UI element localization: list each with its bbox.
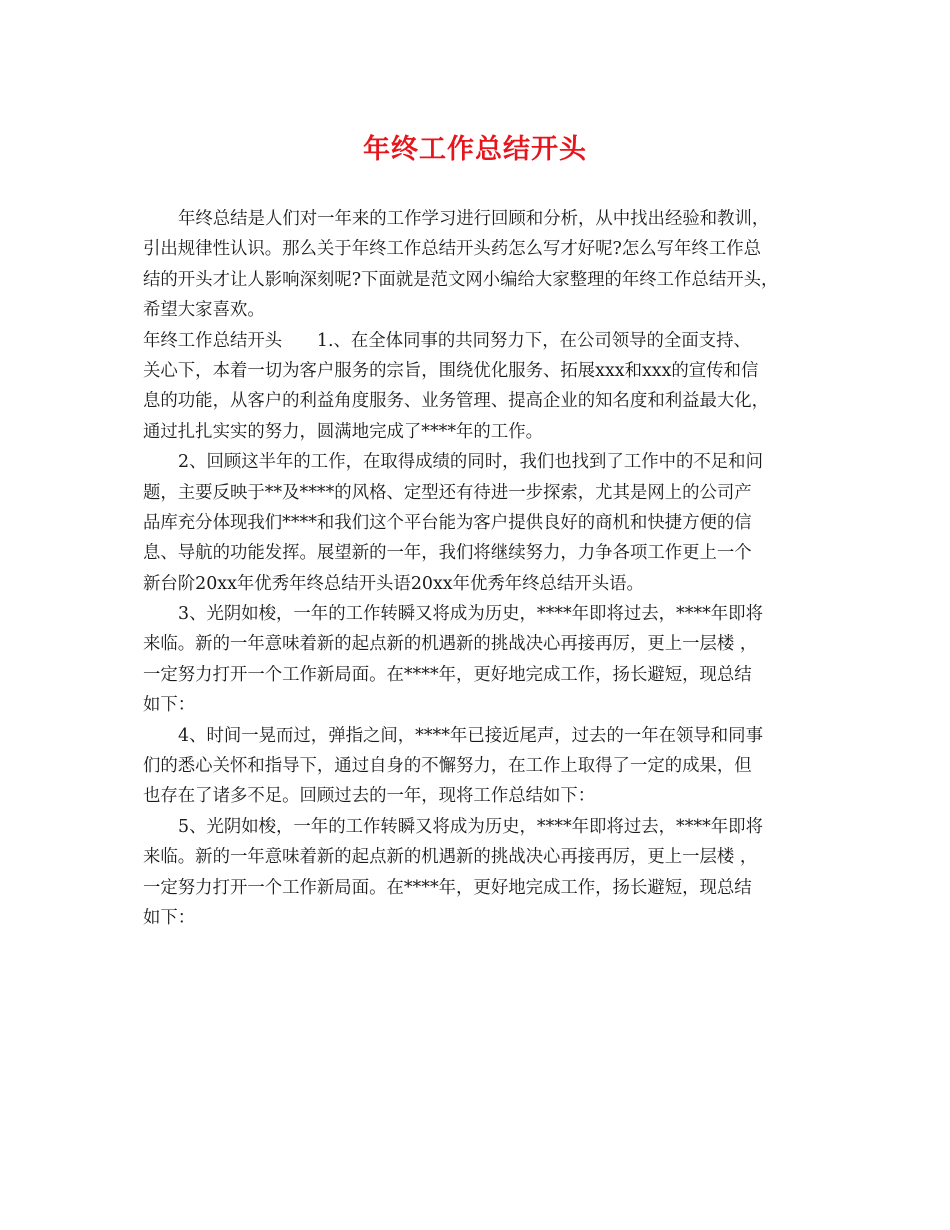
body-line: 也存在了诸多不足。回顾过去的一年，现将工作总结如下：: [143, 786, 596, 807]
document-title: 年终工作总结开头: [363, 134, 587, 165]
body-line: 一定努力打开一个工作新局面。在****年，更好地完成工作，扬长避短，现总结: [143, 877, 752, 898]
body-line: 年终工作总结开头 1.、在全体同事的共同努力下，在公司领导的全面支持、: [143, 330, 751, 351]
body-line: 年终总结是人们对一年来的工作学习进行回顾和分析，从中找出经验和教训，: [178, 209, 770, 229]
body-line: 新台阶20xx年优秀年终总结开头语20xx年优秀年终总结开头语。: [143, 573, 644, 594]
body-line: 通过扎扎实实的努力，圆满地完成了****年的工作。: [143, 421, 543, 442]
body-line: 如下：: [143, 695, 196, 716]
body-line: 们的悉心关怀和指导下，通过自身的不懈努力，在工作上取得了一定的成果，但: [143, 756, 752, 777]
body-line: 息、导航的功能发挥。展望新的一年，我们将继续努力，力争各项工作更上一个: [143, 543, 752, 564]
body-line: 关心下，本着一切为客户服务的宗旨，围绕优化服务、拓展xxx和xxx的宣传和信: [143, 360, 759, 381]
body-line: 5、光阴如梭，一年的工作转瞬又将成为历史，****年即将过去，****年即将: [178, 816, 763, 837]
body-line: 4、时间一晃而过，弹指之间，****年已接近尾声，过去的一年在领导和同事: [178, 725, 763, 746]
body-line: 息的功能，从客户的利益角度服务、业务管理、提高企业的知名度和利益最大化，: [143, 391, 770, 412]
body-line: 题，主要反映于**及****的风格、定型还有待进一步探索，尤其是网上的公司产: [143, 482, 752, 503]
document-body: [143, 204, 815, 933]
body-line: 希望大家喜欢。: [143, 300, 265, 321]
body-line: 引出规律性认识。那么关于年终工作总结开头药怎么写才好呢?怎么写年终工作总: [143, 239, 761, 260]
body-line: 2、回顾这半年的工作，在取得成绩的同时，我们也找到了工作中的不足和问: [178, 452, 763, 473]
body-line: 如下：: [143, 907, 196, 928]
body-line: 来临。新的一年意味着新的起点新的机遇新的挑战决心再接再厉，更上一层楼 ，: [143, 847, 758, 868]
body-line: 结的开头才让人影响深刻呢?下面就是范文网小编给大家整理的年终工作总结开头，: [143, 269, 779, 290]
body-line: 来临。新的一年意味着新的起点新的机遇新的挑战决心再接再厉，更上一层楼 ，: [143, 634, 758, 655]
body-line: 一定努力打开一个工作新局面。在****年，更好地完成工作，扬长避短，现总结: [143, 664, 752, 685]
body-line: 3、光阴如梭，一年的工作转瞬又将成为历史，****年即将过去，****年即将: [178, 604, 763, 625]
body-line: 品库充分体现我们****和我们这个平台能为客户提供良好的商机和快捷方便的信: [143, 512, 752, 533]
